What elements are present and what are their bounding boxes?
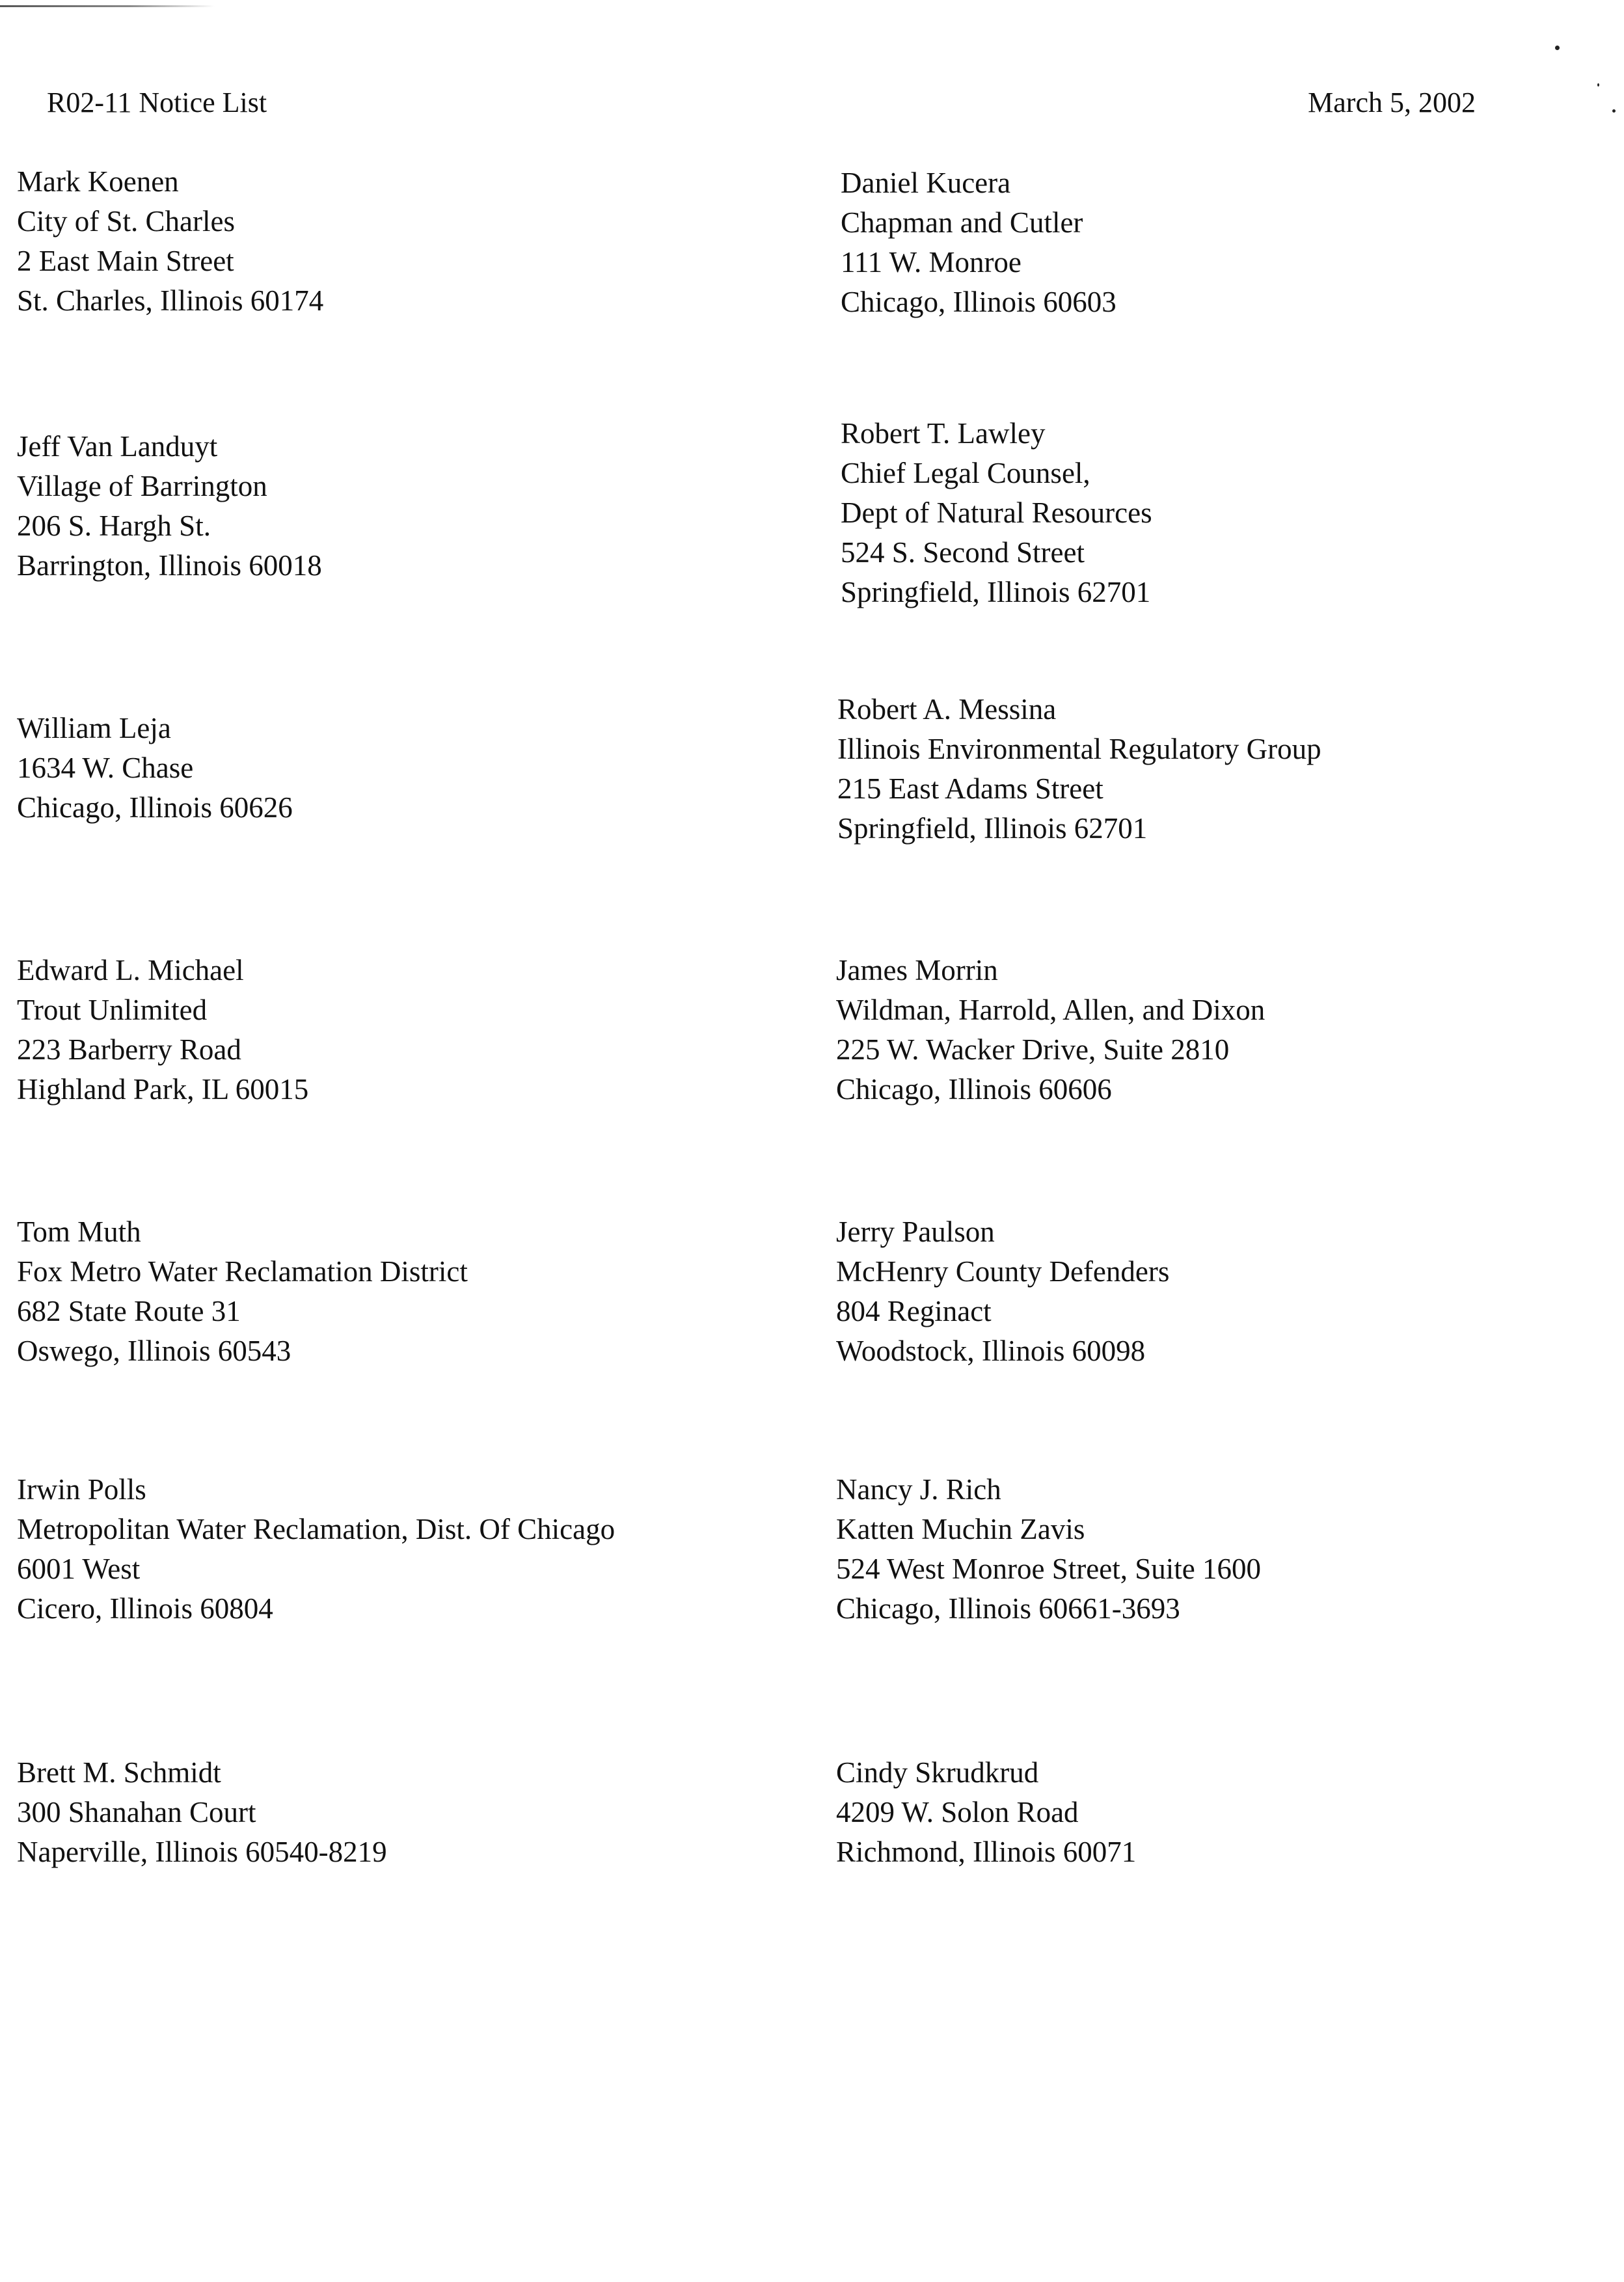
entry-name: Jerry Paulson — [836, 1216, 995, 1248]
address-entry — [836, 951, 1265, 1109]
address-entry — [836, 1212, 1169, 1371]
document-date: March 5, 2002 — [1308, 87, 1476, 118]
entry-line: Katten Muchin Zavis — [836, 1513, 1085, 1545]
address-entry — [17, 427, 322, 586]
entry-name: Jeff Van Landuyt — [17, 430, 218, 463]
entry-name: James Morrin — [836, 954, 998, 986]
entry-line: 524 West Monroe Street, Suite 1600 — [836, 1553, 1261, 1585]
address-entry — [841, 414, 1152, 612]
entry-line: 682 State Route 31 — [17, 1295, 241, 1327]
scan-speck — [1597, 83, 1599, 87]
entry-line: Richmond, Illinois 60071 — [836, 1836, 1137, 1868]
address-entry — [17, 1212, 468, 1371]
entry-line: Chicago, Illinois 60626 — [17, 791, 293, 824]
entry-line: Dept of Natural Resources — [841, 496, 1152, 529]
entry-name: Brett M. Schmidt — [17, 1756, 221, 1789]
entry-line: McHenry County Defenders — [836, 1255, 1170, 1288]
entry-name: Robert A. Messina — [837, 693, 1057, 726]
entry-line: Wildman, Harrold, Allen, and Dixon — [836, 994, 1265, 1026]
notice-list-title: R02-11 Notice List — [47, 87, 267, 118]
entry-name: Daniel Kucera — [841, 167, 1011, 199]
address-entry — [17, 951, 308, 1109]
entry-line: Chicago, Illinois 60606 — [836, 1073, 1112, 1106]
entry-line: Springfield, Illinois 62701 — [837, 812, 1148, 845]
entry-line: City of St. Charles — [17, 205, 235, 238]
entry-line: 223 Barberry Road — [17, 1033, 241, 1066]
entry-line: 111 W. Monroe — [841, 246, 1022, 278]
entry-name: Edward L. Michael — [17, 954, 244, 986]
address-entry — [836, 1753, 1136, 1872]
entry-line: 1634 W. Chase — [17, 752, 194, 784]
address-entry — [17, 1753, 387, 1872]
entry-name: Mark Koenen — [17, 165, 179, 198]
entry-line: 6001 West — [17, 1553, 141, 1585]
entry-line: Naperville, Illinois 60540-8219 — [17, 1836, 387, 1868]
address-entry — [841, 163, 1116, 322]
entry-line: Fox Metro Water Reclamation District — [17, 1255, 468, 1288]
entry-line: Chapman and Cutler — [841, 206, 1083, 239]
entry-line: Springfield, Illinois 62701 — [841, 576, 1151, 608]
entry-name: Tom Muth — [17, 1216, 141, 1248]
entry-line: St. Charles, Illinois 60174 — [17, 284, 324, 317]
entry-name: Robert T. Lawley — [841, 417, 1046, 450]
entry-line: Chicago, Illinois 60661-3693 — [836, 1592, 1180, 1625]
entry-line: 225 W. Wacker Drive, Suite 2810 — [836, 1033, 1230, 1066]
entry-line: 300 Shanahan Court — [17, 1796, 256, 1828]
address-entry — [17, 1470, 615, 1629]
address-entry — [17, 162, 323, 321]
entry-line: 4209 W. Solon Road — [836, 1796, 1079, 1828]
entry-line: 524 S. Second Street — [841, 536, 1085, 569]
entry-line: 804 Reginact — [836, 1295, 992, 1327]
entry-line: Metropolitan Water Reclamation, Dist. Of Chicago — [17, 1513, 616, 1545]
entry-line: Chief Legal Counsel, — [841, 457, 1090, 489]
entry-line: Cicero, Illinois 60804 — [17, 1592, 273, 1625]
entry-line: Barrington, Illinois 60018 — [17, 549, 322, 582]
entry-line: 215 East Adams Street — [837, 772, 1103, 805]
entry-name: William Leja — [17, 712, 171, 744]
entry-name: Cindy Skrudkrud — [836, 1756, 1039, 1789]
scan-speck — [1555, 46, 1560, 50]
entry-line: Chicago, Illinois 60603 — [841, 286, 1116, 318]
entry-line: Woodstock, Illinois 60098 — [836, 1335, 1146, 1367]
address-entry — [837, 690, 1321, 849]
entry-line: Oswego, Illinois 60543 — [17, 1335, 291, 1367]
entry-line: Village of Barrington — [17, 470, 267, 502]
entry-name: Nancy J. Rich — [836, 1473, 1001, 1506]
address-entry — [836, 1470, 1261, 1629]
address-entry — [17, 709, 293, 828]
entry-line: 206 S. Hargh St. — [17, 509, 211, 542]
entry-line: 2 East Main Street — [17, 245, 234, 277]
entry-name: Irwin Polls — [17, 1473, 146, 1506]
entry-line: Highland Park, IL 60015 — [17, 1073, 309, 1106]
scan-artifact-line — [0, 5, 215, 7]
entry-line: Illinois Environmental Regulatory Group — [837, 733, 1321, 765]
scan-speck — [1612, 109, 1616, 113]
entry-line: Trout Unlimited — [17, 994, 208, 1026]
